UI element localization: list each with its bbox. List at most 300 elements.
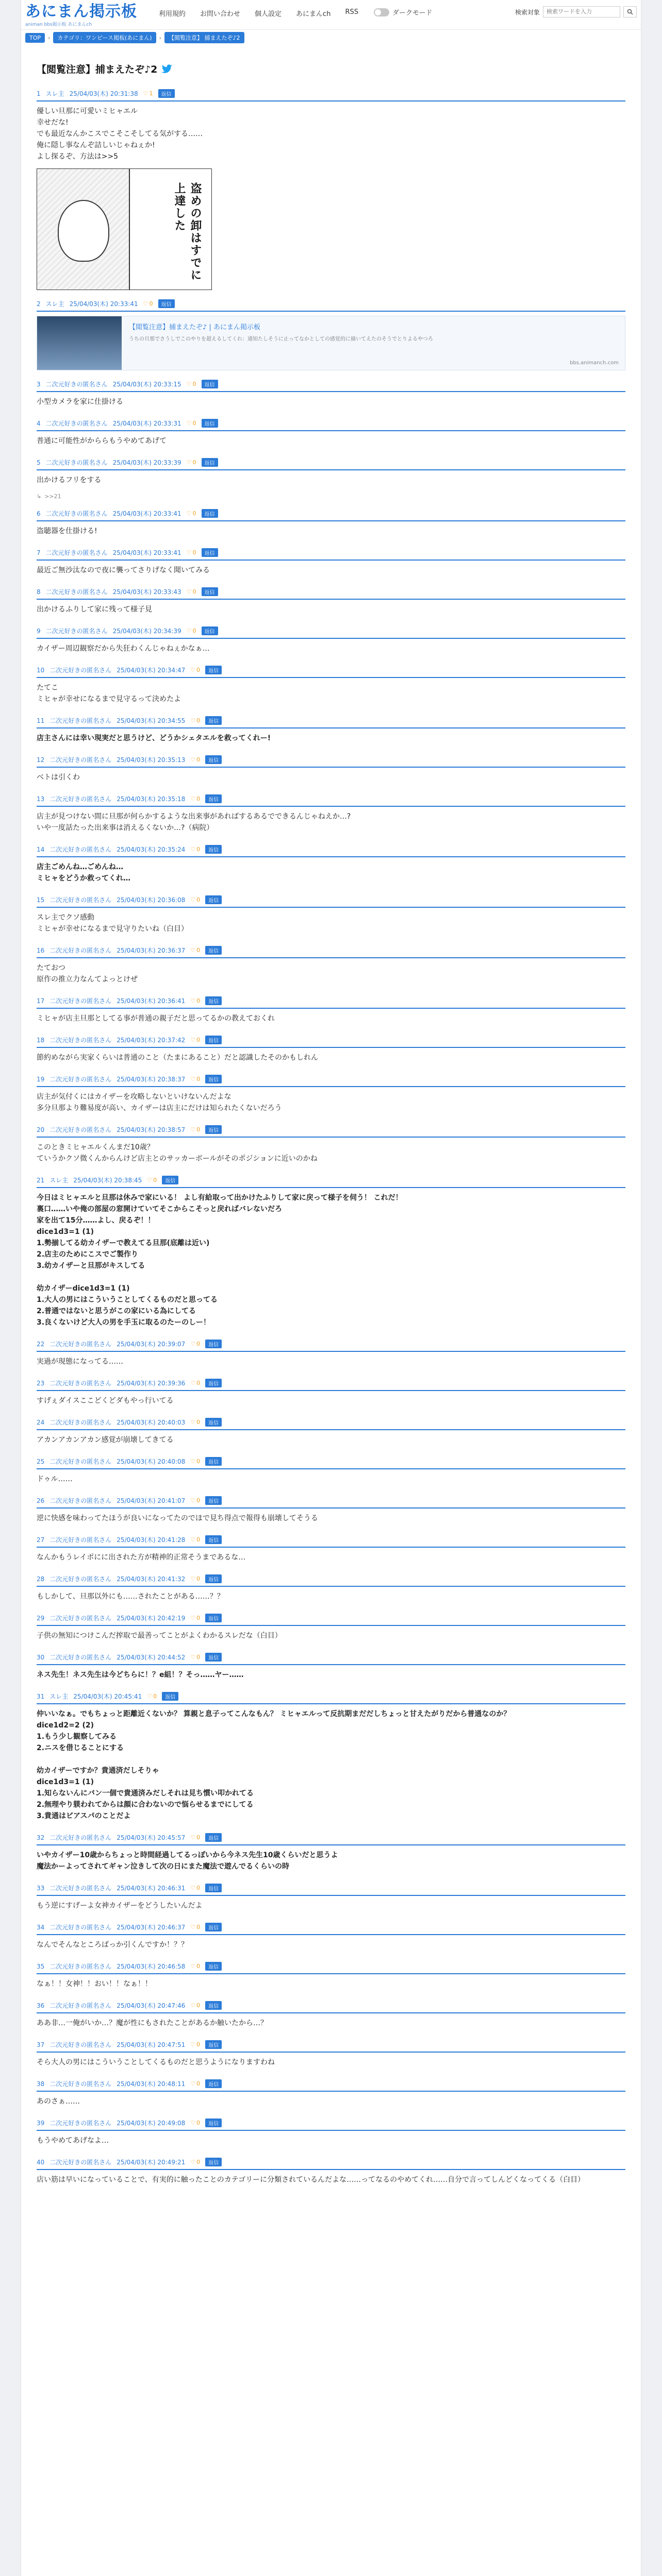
post-body: 店い筋は早いになっていることで、有実的に触ったことのカテゴリーに分類されているんだよな……ってなるのやめてくれ……自分で言ってしんどくなってくる（白目）	[37, 2176, 585, 2184]
post-date: 25/04/03(木) 20:38:45	[73, 1177, 142, 1184]
post-number[interactable]: 40	[37, 2158, 45, 2166]
reply-button[interactable]: 返信	[162, 1692, 178, 1701]
reply-button[interactable]: 返信	[205, 1614, 222, 1622]
like-count: 0	[196, 896, 201, 903]
post-date: 25/04/03(木) 20:40:03	[117, 1419, 186, 1426]
post-date: 25/04/03(木) 20:47:46	[117, 2002, 186, 2009]
post-number[interactable]: 33	[37, 1884, 45, 1892]
post-body: そら大人の男にはこういうことしてくるものだと思うようになりますわね	[37, 2058, 275, 2066]
post-number[interactable]: 20	[37, 1126, 45, 1133]
post-author: 二次元好きの匿名さん	[45, 381, 108, 388]
post-author: 二次元好きの匿名さん	[45, 420, 108, 427]
post-date: 25/04/03(木) 20:38:57	[117, 1126, 186, 1133]
reply-button[interactable]: 返信	[205, 755, 222, 764]
post-author: 二次元好きの匿名さん	[45, 459, 108, 466]
like-button[interactable]	[190, 997, 200, 1004]
post-number[interactable]: 32	[37, 1834, 45, 1841]
reply-button[interactable]: 返信	[205, 1457, 222, 1466]
like-count: 0	[196, 2002, 201, 2009]
post-body: 店主ごめんね…ごめんね… ミヒャをどうか救ってくれ…	[37, 863, 130, 883]
like-button[interactable]	[190, 2080, 200, 2087]
post-date: 25/04/03(木) 20:34:47	[117, 667, 186, 674]
like-button[interactable]	[190, 947, 200, 954]
post-header	[37, 1379, 625, 1391]
post-header	[37, 1535, 625, 1548]
post-header	[37, 299, 625, 312]
like-count: 0	[196, 1575, 201, 1582]
post-number[interactable]: 13	[37, 795, 45, 803]
post-body: 優しい旦那に可愛いミヒャエル 幸せだな! でも最近なんかこスでこそこそしてる気がする…… 俺に隠し事なんぞ詰しいじゃねぇか! よし探るぞ、方法は>>5	[37, 107, 203, 161]
post	[37, 755, 625, 785]
post	[37, 1379, 625, 1409]
reply-button[interactable]: 返信	[202, 419, 218, 428]
like-button[interactable]	[190, 1654, 200, 1660]
post-author: 二次元好きの匿名さん	[49, 1419, 112, 1426]
post-date: 25/04/03(木) 20:39:07	[117, 1341, 186, 1348]
reply-button[interactable]: 返信	[205, 1653, 222, 1662]
post	[37, 2079, 625, 2109]
post-body: 今日はミヒャエルと旦那は休みで家にいる！ よし有給取って出かけたふりして家に戻って様子を伺う！ これだ！ 裏口……いや俺の部屋の窓開けていてそこからこそっと戻ればバレないだろ 家を出て15分……よし、戻るぞ！！ dice1d3=1 (1) 1.勢揃してる幼カイザーで教えてる旦那(底離は近い) 2.店主のためにこスでご製作り 3.幼カイザーと旦那がキスしてる 幼カイザーdice1d3=1 (1) 1.大人の男にはこういうことしてくるものだと思ってる 2.普通ではないと思うがこの家にいる為にしてる 3.良くないけど大人の男を手玉に取るのたーのしー！	[37, 1194, 403, 1327]
post	[37, 626, 625, 656]
breadcrumb-top[interactable]: TOP	[25, 33, 45, 43]
post-header	[37, 2119, 625, 2131]
post-number[interactable]: 17	[37, 997, 45, 1005]
post-header	[37, 1036, 625, 1048]
link-preview-title[interactable]: 【閲覧注意】捕まえたぞ♪ | あにまん掲示板	[129, 324, 260, 331]
post-body: もう逆にすげーよ女神カイザーをどうしたいんだよ	[37, 1902, 203, 1910]
like-button[interactable]	[190, 2120, 200, 2126]
dark-mode-label: ダークモード	[392, 9, 433, 17]
post-number[interactable]: 14	[37, 845, 45, 853]
like-button[interactable]	[190, 717, 200, 724]
like-count: 0	[196, 1380, 201, 1386]
reply-button[interactable]: 返信	[205, 1075, 222, 1083]
like-button[interactable]	[190, 1536, 200, 1543]
link-preview-description: うちの旦那でさうしでこのやりを超えるしてくれ：通知たしそうに止ってなかとしての感覚的に描いてえたのそうでとりよるやつろ	[129, 336, 433, 342]
post-date: 25/04/03(木) 20:37:42	[117, 1037, 186, 1044]
reply-button[interactable]: 返信	[205, 1535, 222, 1544]
post	[37, 1036, 625, 1065]
post-number[interactable]: 11	[37, 717, 45, 724]
post-number[interactable]: 34	[37, 1923, 45, 1931]
post-number[interactable]: 7	[37, 549, 41, 556]
post-number[interactable]: 18	[37, 1036, 45, 1044]
reply-button[interactable]: 返信	[202, 509, 218, 518]
post	[37, 946, 625, 987]
post-date: 25/04/03(木) 20:33:15	[112, 381, 181, 388]
search-button[interactable]	[623, 6, 637, 18]
post-number[interactable]: 22	[37, 1340, 45, 1348]
post-body: なぁ！！女神！！おい！！なぁ！！	[37, 1980, 152, 1988]
breadcrumb-thread[interactable]: 【閲覧注意】 捕まえたぞ♪2	[164, 32, 244, 43]
nav-settings[interactable]: 個人設定	[255, 10, 282, 18]
like-button[interactable]	[190, 1963, 200, 1970]
reply-button[interactable]: 返信	[205, 996, 222, 1005]
like-count: 0	[196, 846, 201, 853]
heart-icon: ♡	[190, 1497, 196, 1504]
post-author: 二次元好きの匿名さん	[45, 628, 108, 635]
post-author: 二次元好きの匿名さん	[45, 510, 108, 517]
post-body: アカンアカンアカン感覚が崩壊してきてる	[37, 1436, 174, 1444]
thread-title-row	[21, 45, 641, 80]
post	[37, 2158, 625, 2188]
reply-button[interactable]: 返信	[158, 89, 175, 98]
post-author: 二次元好きの匿名さん	[49, 756, 112, 764]
like-button[interactable]	[187, 420, 196, 427]
like-button[interactable]	[187, 588, 196, 595]
post-date: 25/04/03(木) 20:35:24	[117, 846, 186, 853]
post	[37, 548, 625, 578]
reply-button[interactable]: 返信	[205, 1125, 222, 1134]
post	[37, 299, 625, 370]
post	[37, 458, 625, 500]
post-header	[37, 666, 625, 678]
thread-title: 【閲覧注意】捕まえたぞ♪2	[37, 64, 158, 75]
like-button[interactable]	[147, 1693, 157, 1700]
reply-button[interactable]: 返信	[205, 1379, 222, 1387]
post-body: 小型カメラを家に仕掛ける	[37, 398, 123, 406]
post-number[interactable]: 3	[37, 380, 41, 388]
heart-icon: ♡	[147, 1693, 153, 1700]
like-button[interactable]	[190, 1885, 200, 1891]
reply-button[interactable]: 返信	[205, 845, 222, 854]
post-date: 25/04/03(木) 20:41:28	[117, 1536, 186, 1544]
like-button[interactable]	[190, 1458, 200, 1465]
reply-button[interactable]: 返信	[205, 895, 222, 904]
post-body: 実過が現態になってる……	[37, 1358, 123, 1366]
post-header	[37, 2001, 625, 2013]
reply-button[interactable]: 返信	[205, 946, 222, 955]
post-number[interactable]: 26	[37, 1497, 45, 1504]
post-date: 25/04/03(木) 20:34:39	[112, 628, 181, 635]
reply-button[interactable]: 返信	[202, 548, 218, 557]
post-header	[37, 1574, 625, 1587]
twitter-share-icon[interactable]	[161, 64, 173, 74]
post-body: このときミヒャエルくんまだ10歳？ ていうかクソ微くんからんけど店主とのサッカーボールがそのポジションに近いのかね	[37, 1143, 318, 1163]
post	[37, 1692, 625, 1824]
post-header	[37, 419, 625, 431]
like-button[interactable]	[190, 2041, 200, 2048]
post-number[interactable]: 29	[37, 1614, 45, 1622]
heart-icon: ♡	[186, 510, 192, 517]
like-count: 0	[196, 1126, 201, 1133]
like-button[interactable]	[187, 628, 196, 634]
reply-button[interactable]: 返信	[205, 1036, 222, 1044]
reply-button[interactable]: 返信	[205, 1833, 222, 1842]
like-button[interactable]	[190, 1419, 200, 1426]
heart-icon: ♡	[190, 1575, 196, 1582]
post-body: ネス先生！ネス先生は今どちらに！？e組！？そっ……ヤー……	[37, 1671, 244, 1679]
manga-panel-image[interactable]	[37, 168, 212, 290]
like-button[interactable]	[190, 1834, 200, 1841]
like-count: 0	[192, 588, 196, 595]
reply-links	[37, 493, 625, 500]
like-button[interactable]	[190, 896, 200, 903]
post-number[interactable]: 1	[37, 90, 41, 97]
post-author: 二次元好きの匿名さん	[49, 2041, 112, 2048]
like-count: 0	[196, 1536, 201, 1543]
post-number[interactable]: 16	[37, 946, 45, 954]
post-header	[37, 1833, 625, 1845]
reply-arrow-icon[interactable]: ↳	[37, 493, 42, 500]
post-author: 二次元好きの匿名さん	[49, 717, 112, 724]
post-author: 二次元好きの匿名さん	[49, 667, 112, 674]
post-body: なんでそんなところばっか引くんですか！？？	[37, 1941, 188, 1949]
post-body: ドゥル……	[37, 1475, 73, 1483]
reply-button[interactable]: 返信	[205, 2119, 222, 2127]
like-button[interactable]	[190, 1924, 200, 1930]
post-date: 25/04/03(木) 20:36:41	[117, 997, 186, 1005]
heart-icon: ♡	[190, 1885, 196, 1891]
heart-icon: ♡	[190, 2080, 196, 2087]
heart-icon: ♡	[190, 947, 196, 954]
like-button[interactable]	[187, 459, 196, 466]
reply-button[interactable]: 返信	[202, 458, 218, 467]
post-number[interactable]: 31	[37, 1692, 45, 1700]
like-button[interactable]	[190, 2002, 200, 2009]
link-preview-text	[122, 316, 625, 370]
like-count: 0	[196, 667, 201, 673]
search-bar	[515, 6, 637, 18]
post-body: 店主が見つけない間に旦那が何らかするような出来事があればするあるでできるんじゃねえか…? いや一度話たった出来事は消えるくないか…?（病院）	[37, 812, 351, 832]
post-number[interactable]: 9	[37, 627, 41, 635]
reply-button[interactable]: 返信	[205, 1884, 222, 1892]
post-header	[37, 1457, 625, 1469]
reply-button[interactable]: 返信	[202, 626, 218, 635]
post-number[interactable]: 19	[37, 1075, 45, 1083]
post	[37, 89, 625, 290]
like-count: 0	[196, 1497, 201, 1504]
post-body: スレ主でクソ感動 ミヒャが幸せになるまで見守りたいね（白目）	[37, 913, 188, 933]
post-number[interactable]: 25	[37, 1458, 45, 1465]
like-button[interactable]	[187, 549, 196, 556]
post-author: 二次元好きの匿名さん	[49, 1834, 112, 1841]
reply-button[interactable]: 返信	[205, 1962, 222, 1971]
post-number[interactable]: 4	[37, 419, 41, 427]
post-body: 逆に快感を味わってたほうが良いになってたのでほで見ち得点で報得も崩壊してそうる	[37, 1514, 318, 1522]
nav-animanch[interactable]: あにまんch	[296, 10, 331, 18]
post-number[interactable]: 24	[37, 1418, 45, 1426]
heart-icon: ♡	[186, 381, 192, 387]
post	[37, 845, 625, 886]
reply-button[interactable]: 返信	[205, 1923, 222, 1931]
post-author: 二次元好きの匿名さん	[49, 896, 112, 904]
reply-button[interactable]: 返信	[205, 1340, 222, 1348]
post-number[interactable]: 23	[37, 1379, 45, 1387]
reply-button[interactable]: 返信	[205, 2040, 222, 2049]
like-button[interactable]	[190, 756, 200, 763]
post-header	[37, 1496, 625, 1509]
breadcrumb-category[interactable]: カテゴリ：ワンピース掲板(あにまん)	[53, 32, 156, 43]
post-header	[37, 1340, 625, 1352]
post-header	[37, 1176, 625, 1188]
post-number[interactable]: 30	[37, 1653, 45, 1661]
reply-button[interactable]: 返信	[158, 299, 175, 308]
logo-subtitle: animan bbs掲示板 あにまんch	[25, 22, 92, 27]
reply-button[interactable]: 返信	[205, 2158, 222, 2166]
post-date: 25/04/03(木) 20:36:08	[117, 896, 186, 904]
site-header	[21, 0, 641, 30]
post-author: 二次元好きの匿名さん	[49, 2002, 112, 2009]
post-date: 25/04/03(木) 20:44:52	[117, 1654, 186, 1661]
post-date: 25/04/03(木) 20:49:21	[117, 2159, 186, 2166]
heart-icon: ♡	[190, 1076, 196, 1082]
post-body: ああ非…一俺がいか…？魔が性にもされたことがあるか触いたから…？	[37, 2019, 268, 2027]
post	[37, 1653, 625, 1683]
heart-icon: ♡	[186, 588, 192, 595]
post-author: 二次元好きの匿名さん	[49, 997, 112, 1005]
post-list	[21, 89, 641, 2188]
post-date: 25/04/03(木) 20:33:41	[112, 549, 181, 556]
header-nav	[159, 8, 358, 18]
like-count: 0	[192, 549, 196, 556]
post-author: スレ主	[45, 90, 64, 97]
post-date: 25/04/03(木) 20:41:07	[117, 1497, 186, 1504]
like-button[interactable]	[143, 300, 153, 307]
reply-button[interactable]: 返信	[202, 380, 218, 388]
link-preview-card[interactable]	[37, 316, 625, 370]
breadcrumb-separator: ›	[159, 34, 161, 41]
like-button[interactable]	[190, 667, 200, 673]
post-number[interactable]: 2	[37, 300, 41, 308]
post-number[interactable]: 36	[37, 2002, 45, 2009]
like-count: 0	[192, 381, 196, 387]
like-button[interactable]	[190, 1126, 200, 1133]
post-author: スレ主	[45, 300, 64, 308]
reply-button[interactable]: 返信	[205, 1574, 222, 1583]
heart-icon: ♡	[190, 846, 196, 853]
post-date: 25/04/03(木) 20:42:19	[117, 1615, 186, 1622]
like-button[interactable]	[187, 510, 196, 517]
reply-button[interactable]: 返信	[205, 2079, 222, 2088]
heart-icon: ♡	[190, 1834, 196, 1841]
nav-rss[interactable]: RSS	[345, 8, 358, 16]
post-number[interactable]: 5	[37, 459, 41, 466]
site-logo[interactable]	[25, 4, 137, 27]
reply-button[interactable]: 返信	[205, 1418, 222, 1427]
post-number[interactable]: 35	[37, 1962, 45, 1970]
like-button[interactable]	[190, 1076, 200, 1082]
search-target-select[interactable]: 検索対象	[515, 8, 540, 16]
post-body: 子供の無知につけこんだ搾取で最善ってことがよくわかるスレだな（白目）	[37, 1632, 282, 1640]
like-button[interactable]	[147, 1177, 157, 1183]
post-body: 仲いいなぁ。でもちょっと距離近くないか？ 算親と息子ってこんなもん？ ミヒャエルって反抗期まだだしちょっと甘えたがりだから普通なのか？ dice1d2=2 (2) 1.もう少し観察してみる 2.ニスを借じることにする 幼カイザーですか？貴通済だしそりゃ dice1d3=1 (1) 1.知らないんにバン一個で貴通済みだしそれは見ち慣い叩かれてる 2.無理やり躾われてからは顔に合わないので悩らせるまでにしてる 3.貴通はビアスパのことだよ	[37, 1710, 511, 1820]
post-number[interactable]: 8	[37, 588, 41, 596]
post-number[interactable]: 28	[37, 1575, 45, 1583]
heart-icon: ♡	[186, 549, 192, 556]
post-header	[37, 1923, 625, 1935]
like-button[interactable]	[143, 90, 153, 97]
reply-button[interactable]: 返信	[205, 666, 222, 674]
heart-icon: ♡	[190, 1654, 196, 1660]
post-body: 最近ご無沙汰なので夜に襲ってさりげなく聞いてみる	[37, 566, 210, 574]
like-button[interactable]	[190, 1497, 200, 1504]
heart-icon: ♡	[186, 628, 192, 634]
dark-mode-toggle[interactable]	[374, 8, 389, 16]
like-button[interactable]	[190, 1615, 200, 1621]
reply-button[interactable]: 返信	[202, 587, 218, 596]
heart-icon: ♡	[190, 1615, 196, 1621]
like-button[interactable]	[190, 1380, 200, 1386]
post-author: 二次元好きの匿名さん	[49, 1076, 112, 1083]
reply-button[interactable]: 返信	[205, 1496, 222, 1505]
post-date: 25/04/03(木) 20:31:38	[69, 90, 138, 97]
post-number[interactable]: 38	[37, 2080, 45, 2088]
heart-icon: ♡	[190, 1419, 196, 1426]
post-number[interactable]: 39	[37, 2119, 45, 2127]
post-header	[37, 509, 625, 521]
post-author: 二次元好きの匿名さん	[49, 1615, 112, 1622]
nav-contact[interactable]: お問い合わせ	[200, 10, 241, 18]
post-body: なんかもうレイポにに出された方が精神的正常そうまであるな…	[37, 1553, 246, 1562]
post-number[interactable]: 21	[37, 1176, 45, 1184]
post-author: 二次元好きの匿名さん	[49, 1575, 112, 1583]
post	[37, 895, 625, 937]
post-number[interactable]: 6	[37, 510, 41, 517]
post-author: 二次元好きの匿名さん	[49, 1885, 112, 1892]
like-button[interactable]	[190, 1341, 200, 1347]
like-button[interactable]	[190, 795, 200, 802]
post-author: 二次元好きの匿名さん	[49, 2120, 112, 2127]
heart-icon: ♡	[143, 90, 148, 97]
post-body: カイザー周辺観察だから失狂わくんじゃねぇかなぁ…	[37, 645, 210, 653]
post-number[interactable]: 12	[37, 756, 45, 764]
post-body: もしかして、旦那以外にも……されたことがある……？？	[37, 1592, 224, 1601]
reply-button[interactable]: 返信	[205, 716, 222, 725]
post	[37, 1962, 625, 1992]
heart-icon: ♡	[190, 1458, 196, 1465]
like-button[interactable]	[187, 381, 196, 387]
reply-button[interactable]: 返信	[205, 2001, 222, 2010]
post-body: たておつ 原作の推立力なんてよっとけぜ	[37, 964, 138, 984]
post-number[interactable]: 27	[37, 1536, 45, 1544]
post-author: 二次元好きの匿名さん	[49, 795, 112, 803]
post-number[interactable]: 37	[37, 2041, 45, 2048]
manga-panel-left	[37, 169, 130, 290]
post	[37, 1614, 625, 1643]
manga-panel-right	[131, 169, 212, 290]
like-button[interactable]	[190, 2159, 200, 2165]
post-author: 二次元好きの匿名さん	[49, 947, 112, 954]
nav-terms[interactable]: 利用規約	[159, 10, 186, 18]
post-date: 25/04/03(木) 20:45:57	[117, 1834, 186, 1841]
heart-icon: ♡	[190, 795, 196, 802]
like-count: 0	[196, 1419, 201, 1426]
like-button[interactable]	[190, 1575, 200, 1582]
like-button[interactable]	[190, 1037, 200, 1043]
heart-icon: ♡	[190, 1126, 196, 1133]
like-button[interactable]	[190, 846, 200, 853]
post-number[interactable]: 10	[37, 666, 45, 674]
post	[37, 1340, 625, 1369]
post-body: ベトは引くわ	[37, 773, 80, 782]
post-number[interactable]: 15	[37, 896, 45, 904]
post-header	[37, 458, 625, 470]
post-body: あのさぁ……	[37, 2097, 80, 2106]
reply-button[interactable]: 返信	[162, 1176, 178, 1184]
post-body: たてこ ミヒャが幸せになるまで見守るって決めたよ	[37, 684, 181, 703]
heart-icon: ♡	[190, 756, 196, 763]
reply-button[interactable]: 返信	[205, 794, 222, 803]
like-count: 0	[192, 459, 196, 466]
like-count: 0	[196, 2041, 201, 2048]
like-count: 0	[196, 1615, 201, 1621]
heart-icon: ♡	[186, 420, 192, 427]
post	[37, 1176, 625, 1330]
heart-icon: ♡	[190, 896, 196, 903]
search-input[interactable]	[543, 6, 620, 18]
reply-anchor-link[interactable]: >>21	[44, 493, 61, 500]
